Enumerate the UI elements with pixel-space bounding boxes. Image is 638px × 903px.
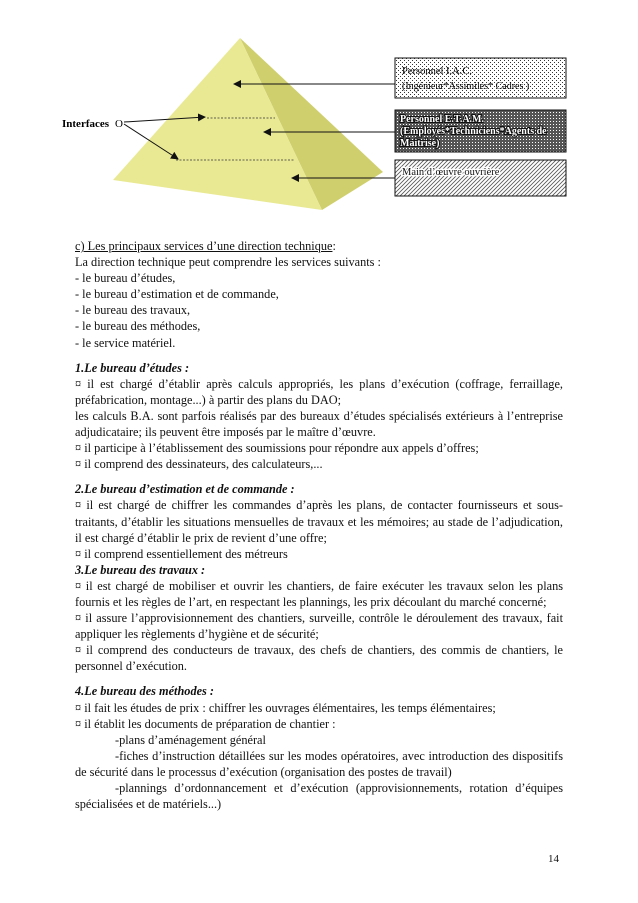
document-body <box>75 238 563 812</box>
service-list-item: - le bureau des méthodes, <box>75 319 201 334</box>
paragraph-text: -fiches d’instruction détaillées sur les modes opératoires, avec introduction des dispositifs de sécurité dans le processus d’exécution (organisation des postes de travail) <box>75 748 563 779</box>
section-c-title-text: c) Les principaux services d’une direction technique <box>75 239 333 253</box>
paragraph: -plans d’aménagement général <box>115 732 266 747</box>
paragraph: ¤ il assure l’approvisionnement des chantiers, surveille, contrôle le déroulement des travaux, fait appliquer les règlements d’hygiène et de sécurité; <box>75 611 563 642</box>
paragraph: ¤ il participe à l’établissement des soumissions pour répondre aux appels d’offres; <box>75 441 479 456</box>
box-main-oeuvre-title: Main d’œuvre ouvrière <box>402 167 500 178</box>
paragraph: les calculs B.A. sont parfois réalisés par des bureaux d’études spécialisés extérieurs à l’entreprise adjudicataire; ils peuvent être imposés par le maître d’œuvre. <box>75 408 563 440</box>
box-personnel-iac-title: Personnel I.A.C. <box>402 66 472 77</box>
service-list-item: - le bureau d’études, <box>75 271 176 286</box>
paragraph: ¤ il est chargé d’établir après calculs appropriés, les plans d’exécution (coffrage, ferraillage, préfabrication, montage...) à partir des plans du DAO; <box>75 376 563 407</box>
box-personnel-etam-title: Personnel E.T.A.M. <box>400 114 484 125</box>
interfaces-marker: O <box>115 118 123 130</box>
page-number: 14 <box>548 853 559 865</box>
paragraph: ¤ il comprend des conducteurs de travaux, des chefs de chantiers, des commis de chantiers, le personnel d’exécution. <box>75 643 563 674</box>
service-list-item: - le bureau des travaux, <box>75 303 191 318</box>
paragraph: ¤ il est chargé de chiffrer les commandes d’après les plans, de contacter fournisseurs et sous-traitants, d’établir les situations mensuelles de travaux et les mémoires; au stade de l’adjudication, il est chargé d’établir le prix de revient d’une offre; <box>75 498 563 545</box>
section-3-heading: 3.Le bureau des travaux : <box>75 562 206 577</box>
section-c-title-colon: : <box>332 239 336 253</box>
paragraph <box>75 780 563 812</box>
paragraph: ¤ il établit les documents de préparation de chantier : <box>75 716 336 731</box>
service-list-item: - le service matériel. <box>75 335 176 350</box>
box-personnel-iac <box>395 58 566 98</box>
section-c-title <box>75 238 563 254</box>
paragraph: ¤ il est chargé de mobiliser et ouvrir les chantiers, de faire exécuter les travaux selon les plans fournis et les règles de l’art, en respectant les plannings, les prix découlant du marché concerné; <box>75 578 563 609</box>
box-main-oeuvre <box>395 160 566 196</box>
paragraph: ¤ il comprend essentiellement des métreurs <box>75 546 288 561</box>
section-c-intro: La direction technique peut comprendre les services suivants : <box>75 255 381 270</box>
interfaces-label: Interfaces <box>62 118 110 130</box>
box-personnel-etam-line3: Maitrise) <box>400 138 440 149</box>
section-1-heading: 1.Le bureau d’études : <box>75 360 190 375</box>
paragraph <box>75 748 563 780</box>
paragraph-text: -plannings d’ordonnancement et d’exécution (approvisionnements, rotation d’équipes spécialisées et de matériels...) <box>75 781 563 812</box>
service-list-item: - le bureau d’estimation et de commande, <box>75 287 279 302</box>
box-personnel-etam-line2: (Employés*Techniciens*Agents de <box>400 126 547 137</box>
organization-pyramid-diagram <box>0 0 638 230</box>
paragraph: ¤ il comprend des dessinateurs, des calculateurs,... <box>75 457 323 472</box>
section-2-heading: 2.Le bureau d’estimation et de commande : <box>75 482 295 497</box>
box-personnel-iac-subtitle: (Ingénieur*Assimilés* Cadres ) <box>402 81 530 92</box>
section-4-heading: 4.Le bureau des méthodes : <box>75 684 215 699</box>
paragraph: ¤ il fait les études de prix : chiffrer les ouvrages élémentaires, les temps élémentaires; <box>75 700 496 715</box>
